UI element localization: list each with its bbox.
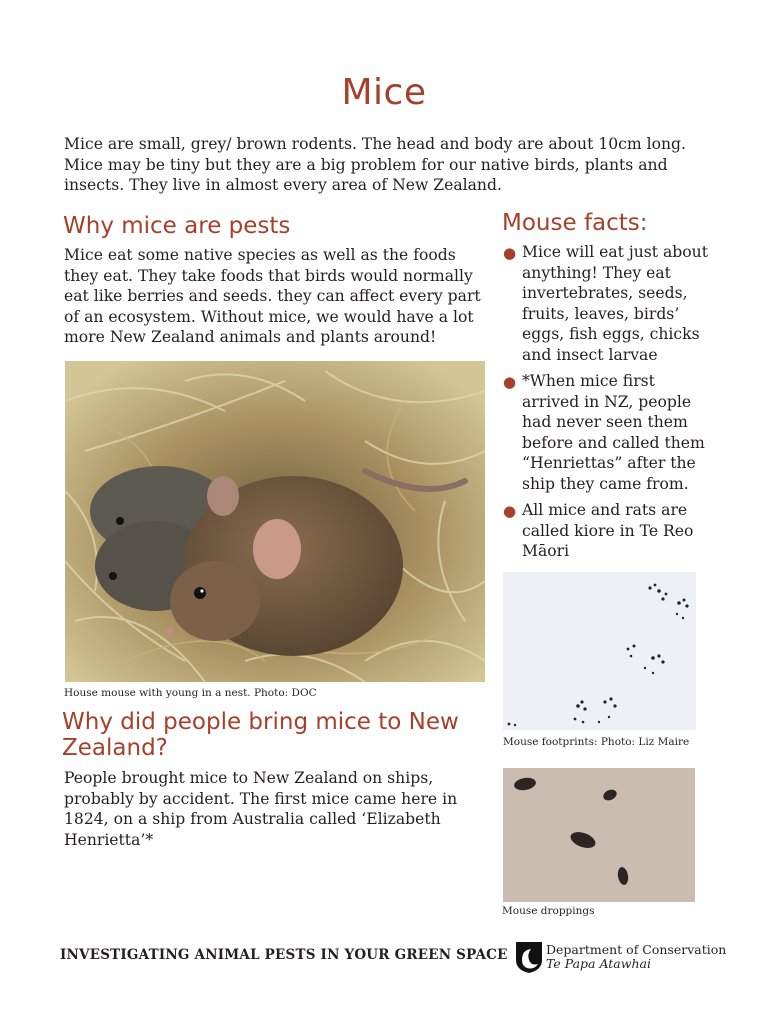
fact-text: All mice and rats are called kiore in Te Reo Māori (522, 501, 694, 560)
footprints-illustration (503, 572, 696, 730)
droppings-caption: Mouse droppings (502, 905, 595, 917)
doc-logo-icon (514, 940, 544, 974)
footprints-caption: Mouse footprints: Photo: Liz Maire (503, 736, 690, 748)
page-title: Mice (341, 72, 427, 113)
fact-text: *When mice first arrived in NZ, people had never seen them before and called them “Henriettas” after the ship they came from. (522, 372, 705, 493)
fact-item (502, 500, 717, 562)
facts-heading: Mouse facts: (502, 210, 648, 236)
droppings-illustration (503, 768, 695, 902)
footprints-photo (503, 572, 696, 730)
nest-photo (65, 361, 485, 682)
nest-photo-caption: House mouse with young in a nest. Photo: DOC (64, 687, 317, 699)
bullet-icon: ● (503, 244, 517, 262)
facts-list (502, 242, 717, 568)
pests-heading: Why mice are pests (63, 213, 291, 239)
pests-body: Mice eat some native species as well as the foods they eat. They take foods that birds would normally eat like berries and seeds. they can affect every part of an ecosystem. Without mice, we would have a lot more New Zealand animals and plants around! (64, 246, 481, 346)
fact-item (502, 242, 717, 365)
org-name: Department of Conservation (546, 942, 727, 957)
droppings-photo (503, 768, 695, 902)
intro-paragraph: Mice are small, grey/ brown rodents. The head and body are about 10cm long. Mice may be tiny but they are a big problem for our native birds, plants and insects. They live in almost every area of New Zealand. (64, 135, 686, 194)
mouse-in-nest-illustration (65, 361, 485, 682)
history-body: People brought mice to New Zealand on ships, probably by accident. The first mice came here in 1824, on a ship from Australia called ‘Elizabeth Henrietta’* (64, 769, 458, 849)
history-heading: Why did people bring mice to New Zealand? (62, 709, 459, 761)
footer-tagline: INVESTIGATING ANIMAL PESTS IN YOUR GREEN SPACE (60, 947, 508, 963)
fact-text: Mice will eat just about anything! They eat invertebrates, seeds, fruits, leaves, birds’ eggs, fish eggs, chicks and insect larvae (522, 243, 708, 364)
org-name-maori: Te Papa Atawhai (546, 956, 651, 971)
bullet-icon: ● (503, 373, 517, 391)
bullet-icon: ● (503, 502, 517, 520)
fact-item (502, 371, 717, 494)
